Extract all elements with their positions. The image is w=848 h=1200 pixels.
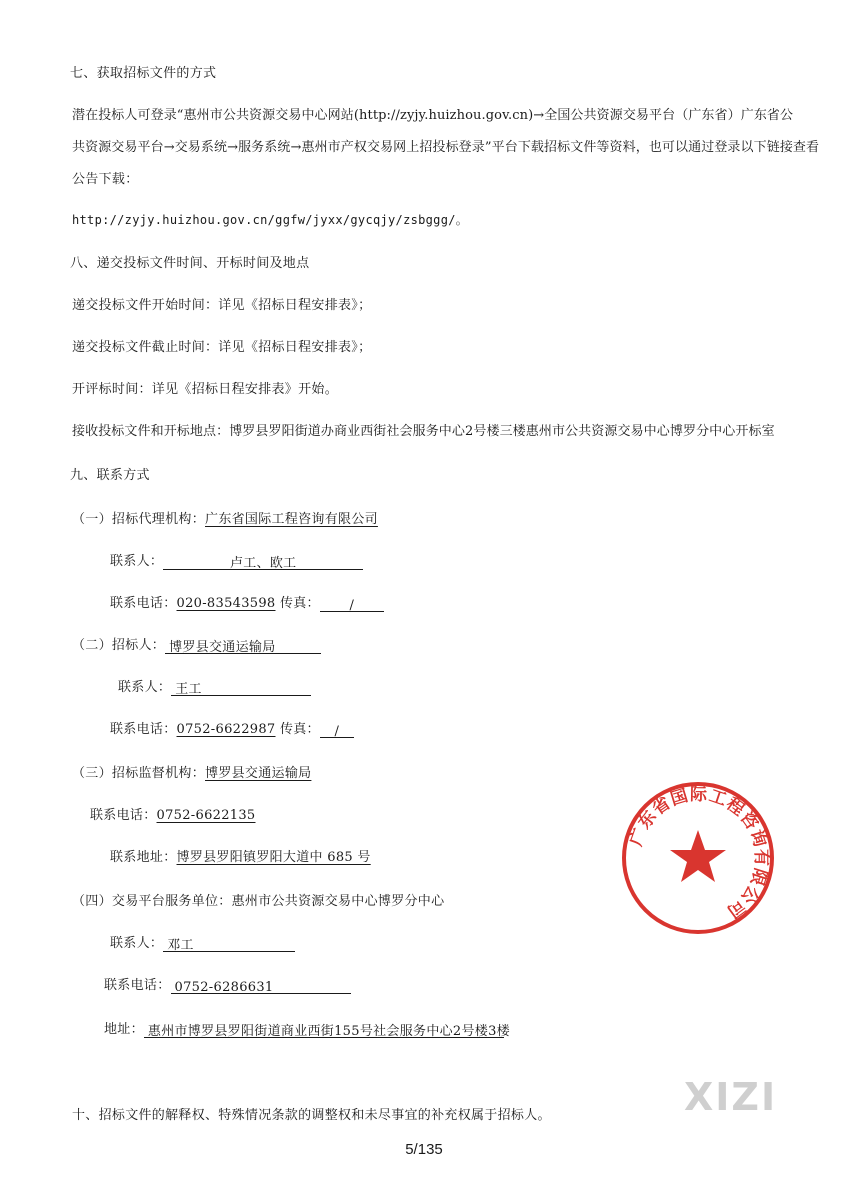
supervisor-label: （三）招标监督机构：: [72, 766, 206, 781]
page-number: 5/135: [405, 1141, 443, 1158]
supervisor-row: [72, 766, 311, 782]
agency-fax-label: 传真：: [279, 596, 320, 611]
supervisor-address-label: 联系地址：: [110, 850, 177, 865]
platform-contact-label: 联系人：: [110, 936, 164, 951]
agency-contact-label: 联系人：: [110, 554, 164, 569]
xizi-watermark-icon: [680, 1072, 790, 1118]
platform-phone-label: 联系电话：: [104, 978, 171, 993]
tenderer-contact-label: 联系人：: [118, 680, 172, 695]
agency-name: 广东省国际工程咨询有限公司: [205, 512, 378, 527]
platform-address-row: [104, 1022, 510, 1039]
platform-row: （四）交易平台服务单位：惠州市公共资源交易中心博罗分中心: [72, 894, 445, 909]
submission-start-time: 递交投标文件开始时间：详见《招标日程安排表》；: [72, 298, 372, 313]
svg-text:XIZI: XIZI: [684, 1075, 778, 1118]
supervisor-name: 博罗县交通运输局: [205, 766, 312, 781]
company-seal-icon: [618, 778, 778, 938]
supervisor-phone-row: [90, 808, 256, 824]
agency-contact-row: [110, 554, 363, 570]
section-7-paragraph-line-3: 公告下载：: [72, 172, 139, 187]
submission-deadline: 递交投标文件截止时间：详见《招标日程安排表》；: [72, 340, 372, 355]
bid-opening-time: 开评标时间：详见《招标日程安排表》开始。: [72, 382, 339, 397]
section-7-paragraph-line-2: 共资源交易平台→交易系统→服务系统→惠州市产权交易网上招投标登录”平台下载招标文件等资料，也可以通过登录以下链接查看: [72, 140, 820, 155]
bid-opening-place: 接收投标文件和开标地点：博罗县罗阳街道办商业西街社会服务中心2号楼三楼惠州市公共资源交易中心博罗分中心开标室: [72, 424, 775, 439]
platform-contact: 邓工: [163, 938, 295, 952]
supervisor-phone: 0752-6622135: [156, 808, 256, 823]
agency-phone-row: [110, 596, 384, 612]
supervisor-address: 博罗县罗阳镇罗阳大道中 685 号: [176, 850, 371, 865]
section-10-text: 十、招标文件的解释权、特殊情况条款的调整权和未尽事宜的补充权属于招标人。: [72, 1108, 551, 1123]
tenderer-fax: /: [320, 724, 354, 738]
agency-fax: /: [320, 598, 384, 612]
tenderer-fax-label: 传真：: [279, 722, 320, 737]
supervisor-address-row: [110, 850, 371, 866]
section-7-heading: 七、获取招标文件的方式: [70, 66, 217, 81]
tenderer-phone: 0752-6622987: [176, 722, 276, 737]
section-7-paragraph-line-1: 潜在投标人可登录“惠州市公共资源交易中心网站(http://zyjy.huizhou.gov.cn)→全国公共资源交易平台（广东省）广东省公: [72, 108, 794, 123]
section-8-heading: 八、递交投标文件时间、开标时间及地点: [70, 256, 310, 271]
agency-label: （一）招标代理机构：: [72, 512, 206, 527]
tenderer-phone-label: 联系电话：: [110, 722, 177, 737]
tenderer-phone-row: [110, 722, 354, 738]
tenderer-name: 博罗县交通运输局: [165, 640, 321, 654]
tenderer-label: （二）招标人：: [72, 638, 166, 653]
supervisor-phone-label: 联系电话：: [90, 808, 157, 823]
tenderer-contact-row: [118, 680, 311, 696]
agency-phone-label: 联系电话：: [110, 596, 177, 611]
agency-phone: 020-83543598: [176, 596, 276, 611]
section-9-heading: 九、联系方式: [70, 468, 150, 483]
platform-contact-row: [110, 936, 295, 952]
tenderer-row: [72, 638, 321, 654]
download-link[interactable]: http://zyjy.huizhou.gov.cn/ggfw/jyxx/gycqjy/zsbggg/。: [72, 213, 469, 227]
platform-phone-row: [104, 978, 351, 994]
platform-address: 惠州市博罗县罗阳街道商业西街155号社会服务中心2号楼3楼: [144, 1024, 504, 1038]
tenderer-contact: 王工: [171, 682, 311, 696]
svg-text:广东省国际工程咨询有限公司: 广东省国际工程咨询有限公司: [626, 784, 772, 922]
platform-address-label: 地址：: [104, 1022, 144, 1037]
agency-contact: 卢工、欧工: [163, 556, 363, 570]
agency-row: [72, 512, 378, 528]
platform-phone: 0752-6286631: [171, 980, 351, 994]
